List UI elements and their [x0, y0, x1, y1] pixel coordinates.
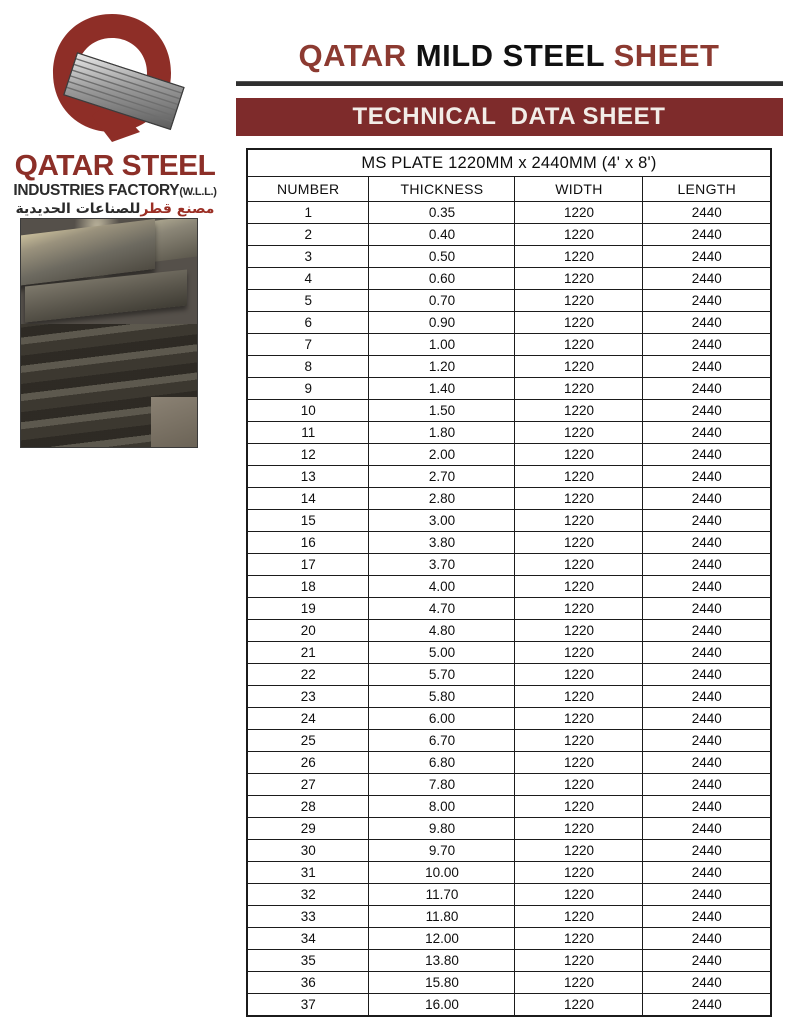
- table-row: [247, 972, 771, 994]
- legal-suffix-text: (W.L.L.): [179, 186, 217, 198]
- cell-width: 1220: [515, 686, 643, 708]
- cell-length: 2440: [643, 620, 771, 642]
- table-row: [247, 400, 771, 422]
- cell-thickness: 2.70: [369, 466, 515, 488]
- cell-thickness: 1.80: [369, 422, 515, 444]
- cell-length: 2440: [643, 884, 771, 906]
- cell-width: 1220: [515, 422, 643, 444]
- cell-thickness: 2.00: [369, 444, 515, 466]
- industries-factory-text: INDUSTRIES FACTORY: [13, 182, 180, 199]
- table-row: [247, 906, 771, 928]
- table-body: [247, 202, 771, 1017]
- table-row: [247, 290, 771, 312]
- cell-thickness: 5.80: [369, 686, 515, 708]
- title-sheet: SHEET: [613, 38, 720, 73]
- cell-thickness: 2.80: [369, 488, 515, 510]
- table-row: [247, 752, 771, 774]
- cell-number: 1: [247, 202, 369, 224]
- cell-number: 7: [247, 334, 369, 356]
- cell-number: 31: [247, 862, 369, 884]
- cell-length: 2440: [643, 246, 771, 268]
- cell-length: 2440: [643, 576, 771, 598]
- cell-width: 1220: [515, 224, 643, 246]
- cell-length: 2440: [643, 752, 771, 774]
- cell-width: 1220: [515, 444, 643, 466]
- steel-plates-photo: [20, 218, 198, 448]
- table-caption: MS PLATE 1220MM x 2440MM (4' x 8'): [247, 149, 771, 177]
- company-sub-wordmark: [0, 182, 230, 200]
- cell-width: 1220: [515, 334, 643, 356]
- cell-width: 1220: [515, 884, 643, 906]
- cell-length: 2440: [643, 554, 771, 576]
- cell-length: 2440: [643, 422, 771, 444]
- title-divider: [236, 81, 783, 86]
- cell-length: 2440: [643, 818, 771, 840]
- cell-width: 1220: [515, 598, 643, 620]
- cell-number: 3: [247, 246, 369, 268]
- cell-length: 2440: [643, 862, 771, 884]
- table-row: [247, 884, 771, 906]
- table-row: [247, 334, 771, 356]
- cell-number: 26: [247, 752, 369, 774]
- cell-thickness: 1.40: [369, 378, 515, 400]
- cell-number: 33: [247, 906, 369, 928]
- cell-number: 20: [247, 620, 369, 642]
- cell-length: 2440: [643, 950, 771, 972]
- cell-number: 13: [247, 466, 369, 488]
- cell-number: 4: [247, 268, 369, 290]
- cell-thickness: 15.80: [369, 972, 515, 994]
- cell-number: 24: [247, 708, 369, 730]
- cell-thickness: 3.70: [369, 554, 515, 576]
- cell-number: 19: [247, 598, 369, 620]
- arabic-name-dark: للصناعات الحديدية: [15, 200, 141, 217]
- cell-length: 2440: [643, 664, 771, 686]
- table-row: [247, 554, 771, 576]
- table-row: [247, 620, 771, 642]
- cell-thickness: 16.00: [369, 994, 515, 1017]
- cell-length: 2440: [643, 488, 771, 510]
- cell-width: 1220: [515, 950, 643, 972]
- cell-number: 36: [247, 972, 369, 994]
- cell-thickness: 3.80: [369, 532, 515, 554]
- cell-number: 28: [247, 796, 369, 818]
- cell-thickness: 5.70: [369, 664, 515, 686]
- cell-thickness: 6.00: [369, 708, 515, 730]
- table-row: [247, 422, 771, 444]
- ms-plate-specification-table: [246, 148, 772, 1017]
- cell-width: 1220: [515, 466, 643, 488]
- column-header-number: NUMBER: [247, 177, 369, 202]
- cell-width: 1220: [515, 774, 643, 796]
- column-header-width: WIDTH: [515, 177, 643, 202]
- cell-length: 2440: [643, 774, 771, 796]
- cell-thickness: 0.60: [369, 268, 515, 290]
- table-row: [247, 202, 771, 224]
- cell-thickness: 6.70: [369, 730, 515, 752]
- cell-number: 32: [247, 884, 369, 906]
- cell-thickness: 11.70: [369, 884, 515, 906]
- cell-width: 1220: [515, 972, 643, 994]
- cell-number: 18: [247, 576, 369, 598]
- cell-number: 21: [247, 642, 369, 664]
- table-row: [247, 312, 771, 334]
- cell-thickness: 3.00: [369, 510, 515, 532]
- cell-thickness: 12.00: [369, 928, 515, 950]
- cell-width: 1220: [515, 202, 643, 224]
- cell-length: 2440: [643, 400, 771, 422]
- cell-length: 2440: [643, 466, 771, 488]
- cell-length: 2440: [643, 378, 771, 400]
- table-row: [247, 576, 771, 598]
- table-row: [247, 664, 771, 686]
- photo-floor: [151, 397, 197, 447]
- cell-thickness: 0.35: [369, 202, 515, 224]
- cell-length: 2440: [643, 840, 771, 862]
- cell-number: 27: [247, 774, 369, 796]
- table-row: [247, 774, 771, 796]
- table-row: [247, 796, 771, 818]
- cell-thickness: 1.20: [369, 356, 515, 378]
- table-row: [247, 488, 771, 510]
- cell-width: 1220: [515, 268, 643, 290]
- cell-number: 10: [247, 400, 369, 422]
- cell-length: 2440: [643, 730, 771, 752]
- cell-width: 1220: [515, 796, 643, 818]
- cell-thickness: 0.40: [369, 224, 515, 246]
- cell-width: 1220: [515, 356, 643, 378]
- title-qatar: QATAR: [298, 38, 407, 73]
- cell-number: 9: [247, 378, 369, 400]
- cell-thickness: 5.00: [369, 642, 515, 664]
- table-row: [247, 246, 771, 268]
- cell-length: 2440: [643, 796, 771, 818]
- cell-length: 2440: [643, 510, 771, 532]
- cell-width: 1220: [515, 642, 643, 664]
- cell-length: 2440: [643, 642, 771, 664]
- cell-width: 1220: [515, 246, 643, 268]
- table-row: [247, 598, 771, 620]
- cell-length: 2440: [643, 356, 771, 378]
- cell-thickness: 11.80: [369, 906, 515, 928]
- table-row: [247, 378, 771, 400]
- table-row: [247, 510, 771, 532]
- cell-thickness: 1.50: [369, 400, 515, 422]
- company-logo-block: [0, 8, 230, 218]
- cell-thickness: 0.90: [369, 312, 515, 334]
- cell-number: 2: [247, 224, 369, 246]
- cell-thickness: 4.80: [369, 620, 515, 642]
- company-arabic-name: [0, 201, 230, 218]
- cell-length: 2440: [643, 224, 771, 246]
- cell-length: 2440: [643, 444, 771, 466]
- cell-number: 22: [247, 664, 369, 686]
- cell-thickness: 0.70: [369, 290, 515, 312]
- cell-number: 12: [247, 444, 369, 466]
- cell-width: 1220: [515, 576, 643, 598]
- cell-length: 2440: [643, 686, 771, 708]
- cell-number: 23: [247, 686, 369, 708]
- cell-width: 1220: [515, 620, 643, 642]
- cell-number: 5: [247, 290, 369, 312]
- cell-length: 2440: [643, 972, 771, 994]
- cell-thickness: 7.80: [369, 774, 515, 796]
- photo-texture: [21, 219, 197, 447]
- cell-number: 6: [247, 312, 369, 334]
- table-row: [247, 730, 771, 752]
- cell-thickness: 9.80: [369, 818, 515, 840]
- cell-width: 1220: [515, 928, 643, 950]
- cell-width: 1220: [515, 730, 643, 752]
- cell-width: 1220: [515, 994, 643, 1017]
- datasheet-column: [232, 0, 786, 1024]
- qatar-steel-q-logo-icon: [40, 8, 190, 150]
- cell-length: 2440: [643, 928, 771, 950]
- cell-length: 2440: [643, 994, 771, 1017]
- table-row: [247, 950, 771, 972]
- cell-number: 15: [247, 510, 369, 532]
- cell-number: 29: [247, 818, 369, 840]
- cell-width: 1220: [515, 378, 643, 400]
- title-mild-steel: MILD STEEL: [415, 38, 605, 73]
- cell-width: 1220: [515, 818, 643, 840]
- cell-width: 1220: [515, 840, 643, 862]
- cell-length: 2440: [643, 312, 771, 334]
- table-row: [247, 862, 771, 884]
- technical-data-sheet-banner: TECHNICAL DATA SHEET: [236, 98, 783, 136]
- cell-width: 1220: [515, 862, 643, 884]
- table-header-row: [247, 177, 771, 202]
- cell-width: 1220: [515, 554, 643, 576]
- cell-length: 2440: [643, 708, 771, 730]
- cell-thickness: 13.80: [369, 950, 515, 972]
- cell-width: 1220: [515, 488, 643, 510]
- column-header-length: LENGTH: [643, 177, 771, 202]
- cell-number: 17: [247, 554, 369, 576]
- cell-length: 2440: [643, 598, 771, 620]
- cell-width: 1220: [515, 400, 643, 422]
- table-row: [247, 818, 771, 840]
- table-row: [247, 708, 771, 730]
- column-header-thickness: THICKNESS: [369, 177, 515, 202]
- cell-width: 1220: [515, 312, 643, 334]
- table-row: [247, 444, 771, 466]
- cell-width: 1220: [515, 510, 643, 532]
- cell-number: 11: [247, 422, 369, 444]
- arabic-name-red: مصنع قطر: [140, 200, 215, 217]
- cell-thickness: 1.00: [369, 334, 515, 356]
- cell-length: 2440: [643, 532, 771, 554]
- cell-number: 30: [247, 840, 369, 862]
- cell-number: 35: [247, 950, 369, 972]
- table-row: [247, 224, 771, 246]
- cell-number: 8: [247, 356, 369, 378]
- cell-width: 1220: [515, 532, 643, 554]
- cell-number: 37: [247, 994, 369, 1017]
- table-row: [247, 466, 771, 488]
- cell-thickness: 10.00: [369, 862, 515, 884]
- cell-width: 1220: [515, 664, 643, 686]
- cell-number: 14: [247, 488, 369, 510]
- cell-number: 25: [247, 730, 369, 752]
- table-row: [247, 928, 771, 950]
- table-caption-row: [247, 149, 771, 177]
- table-row: [247, 642, 771, 664]
- cell-width: 1220: [515, 752, 643, 774]
- cell-thickness: 9.70: [369, 840, 515, 862]
- cell-thickness: 4.70: [369, 598, 515, 620]
- branding-column: [0, 0, 230, 1024]
- table-row: [247, 994, 771, 1017]
- cell-length: 2440: [643, 202, 771, 224]
- page-title: [232, 0, 786, 71]
- cell-thickness: 6.80: [369, 752, 515, 774]
- table-row: [247, 532, 771, 554]
- cell-length: 2440: [643, 906, 771, 928]
- cell-thickness: 8.00: [369, 796, 515, 818]
- cell-length: 2440: [643, 334, 771, 356]
- table-row: [247, 840, 771, 862]
- table-row: [247, 268, 771, 290]
- cell-thickness: 0.50: [369, 246, 515, 268]
- cell-length: 2440: [643, 290, 771, 312]
- cell-width: 1220: [515, 290, 643, 312]
- cell-thickness: 4.00: [369, 576, 515, 598]
- table-row: [247, 356, 771, 378]
- cell-number: 16: [247, 532, 369, 554]
- cell-width: 1220: [515, 708, 643, 730]
- company-wordmark: QATAR STEEL: [14, 150, 216, 182]
- table-row: [247, 686, 771, 708]
- cell-number: 34: [247, 928, 369, 950]
- cell-length: 2440: [643, 268, 771, 290]
- cell-width: 1220: [515, 906, 643, 928]
